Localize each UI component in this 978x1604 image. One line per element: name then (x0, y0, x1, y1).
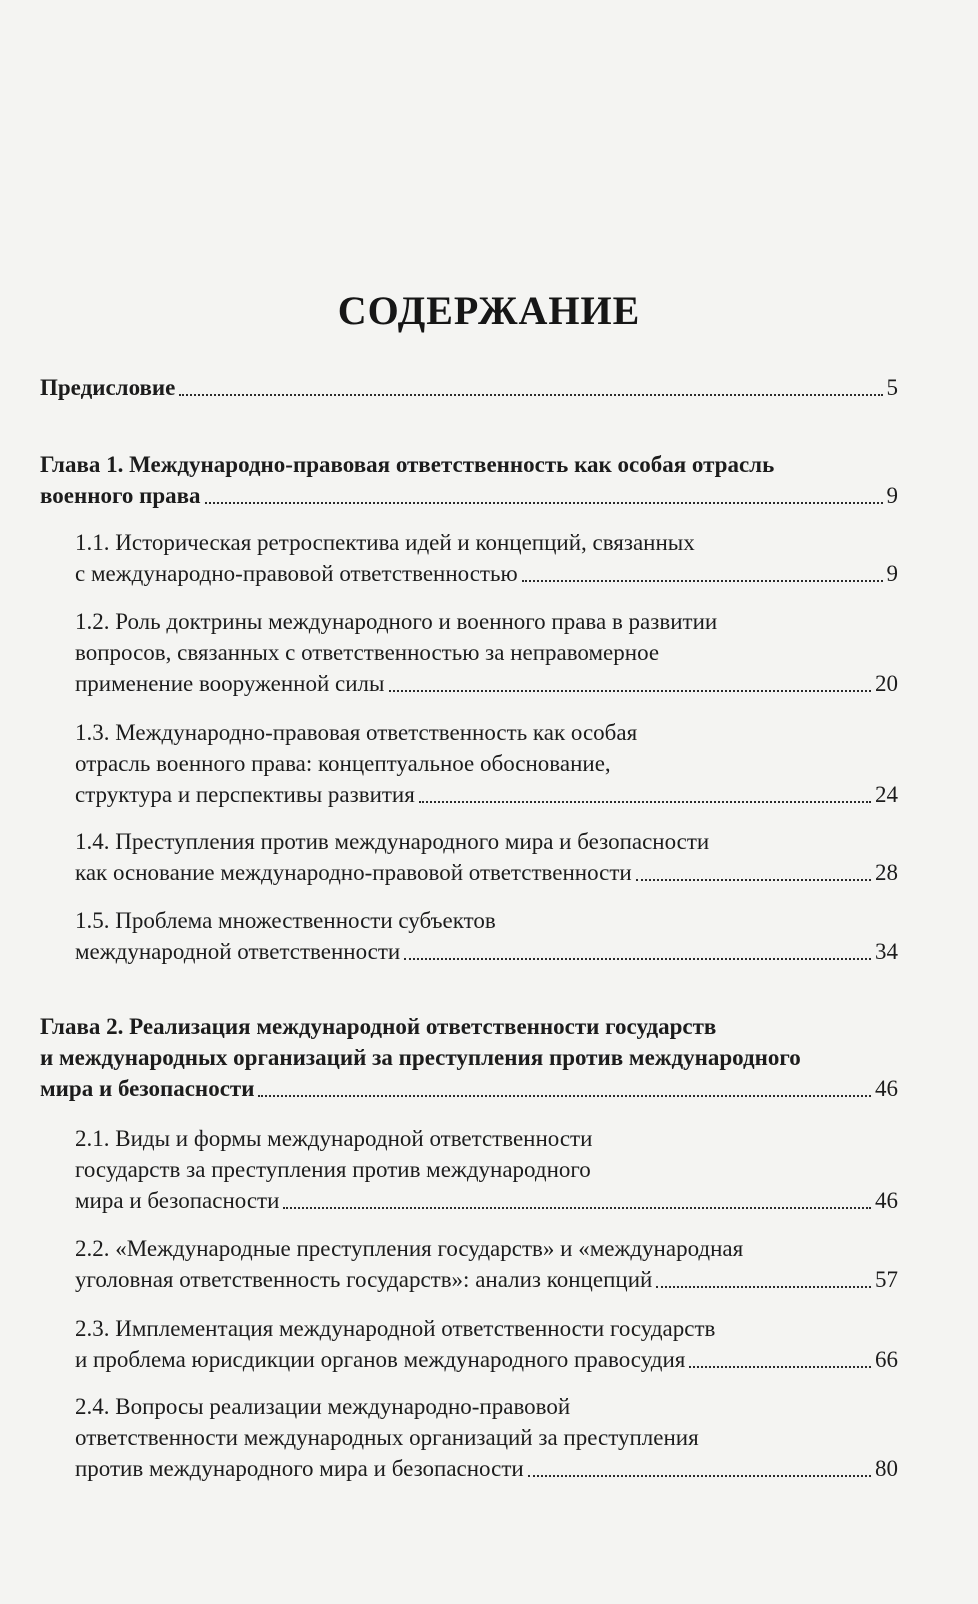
toc-section-entry (75, 826, 898, 888)
toc-entry-line (75, 1264, 898, 1295)
toc-entry-line (75, 936, 898, 967)
toc-entry-line (75, 905, 898, 936)
toc-entry-line (75, 857, 898, 888)
toc-entry-line (75, 1453, 898, 1484)
toc-chapter-entry (40, 1011, 898, 1104)
toc-entry-line (75, 527, 898, 558)
page-title: СОДЕРЖАНИЕ (337, 288, 641, 333)
toc-entry-text: Предисловие (40, 375, 176, 400)
toc-section-entry (75, 905, 898, 967)
dot-leader (528, 1474, 871, 1477)
toc-entry-line (75, 1185, 898, 1216)
dot-leader (389, 689, 872, 692)
toc-section-entry (75, 1391, 898, 1484)
toc-entry-text: с международно-правовой ответственностью (75, 561, 518, 586)
toc-entry-text: 2.1. Виды и формы международной ответственности (75, 1126, 593, 1151)
toc-entry-line (75, 558, 898, 589)
toc-entry-text: 1.3. Международно-правовая ответственность как особая (75, 720, 638, 745)
page-number: 57 (875, 1267, 898, 1292)
toc-entry-line (40, 1042, 898, 1073)
toc-entry-line (75, 748, 898, 779)
toc-entry-line (75, 606, 898, 637)
page-number: 34 (875, 939, 898, 964)
toc-entry-line (75, 1154, 898, 1185)
toc-section-entry (75, 527, 898, 589)
toc-entry-line (75, 1344, 898, 1375)
toc-entry-line (75, 1233, 898, 1264)
toc-section-entry (75, 1313, 898, 1375)
toc-entry-text: 2.4. Вопросы реализации международно-правовой (75, 1394, 571, 1419)
toc-entry-text: как основание международно-правовой ответственности (75, 860, 632, 885)
toc-section-entry (75, 1123, 898, 1216)
dot-leader (522, 579, 883, 582)
toc-entry-line (75, 1123, 898, 1154)
toc-entry-text: и международных организаций за преступления против международного (40, 1045, 801, 1070)
toc-entry-line (75, 826, 898, 857)
toc-entry-text: государств за преступления против международного (75, 1157, 591, 1182)
toc-entry-text: 1.1. Историческая ретроспектива идей и концепций, связанных (75, 530, 695, 555)
toc-entry-line (40, 372, 898, 403)
dot-leader (419, 800, 871, 803)
dot-leader (404, 957, 871, 960)
page-number: 46 (875, 1076, 898, 1101)
toc-entry-line (75, 779, 898, 810)
toc-entry-text: уголовная ответственность государств»: анализ концепций (75, 1267, 653, 1292)
toc-entry-text: отрасль военного права: концептуальное обоснование, (75, 751, 611, 776)
toc-entry-text: 1.4. Преступления против международного мира и безопасности (75, 829, 710, 854)
toc-entry-line (40, 480, 898, 511)
toc-entry-text: применение вооруженной силы (75, 671, 385, 696)
page-number: 66 (875, 1347, 898, 1372)
toc-entry-line (40, 449, 898, 480)
dot-leader (205, 501, 883, 504)
toc-entry-line (40, 1011, 898, 1042)
dot-leader (258, 1094, 871, 1097)
page-number: 9 (886, 483, 898, 508)
toc-entry-text: мира и безопасности (75, 1188, 280, 1213)
page-number: 80 (875, 1456, 898, 1481)
toc-chapter-entry (40, 449, 898, 511)
toc-entry-line (75, 637, 898, 668)
toc-entry-text: структура и перспективы развития (75, 782, 415, 807)
toc-entry-text: 1.5. Проблема множественности субъектов (75, 908, 496, 933)
dot-leader (656, 1285, 871, 1288)
toc-entry-text: 2.2. «Международные преступления государств» и «международная (75, 1236, 744, 1261)
toc-entry-line (75, 1422, 898, 1453)
dot-leader (689, 1365, 871, 1368)
toc-entry-line (75, 717, 898, 748)
page-number: 46 (875, 1188, 898, 1213)
toc-entry-text: военного права (40, 483, 201, 508)
toc-chapter-entry (40, 372, 898, 403)
dot-leader (283, 1206, 871, 1209)
toc-entry-text: мира и безопасности (40, 1076, 255, 1101)
toc-section-entry (75, 1233, 898, 1295)
toc-entry-text: против международного мира и безопасности (75, 1456, 524, 1481)
toc-entry-text: вопросов, связанных с ответственностью за неправомерное (75, 640, 660, 665)
toc-section-entry (75, 606, 898, 699)
toc-entry-line (40, 1073, 898, 1104)
toc-entry-text: и проблема юрисдикции органов международного правосудия (75, 1347, 686, 1372)
toc-entry-text: международной ответственности (75, 939, 401, 964)
dot-leader (179, 393, 882, 396)
page-number: 24 (875, 782, 898, 807)
page-number: 9 (886, 561, 898, 586)
toc-entry-text: 1.2. Роль доктрины международного и военного права в развитии (75, 609, 718, 634)
toc-entry-text: 2.3. Имплементация международной ответственности государств (75, 1316, 716, 1341)
page-number: 28 (875, 860, 898, 885)
toc-section-entry (75, 717, 898, 810)
toc-entry-line (75, 1391, 898, 1422)
toc-entry-line (75, 1313, 898, 1344)
toc-entry-text: ответственности международных организаций за преступления (75, 1425, 699, 1450)
dot-leader (636, 878, 871, 881)
toc-entry-line (75, 668, 898, 699)
toc-entry-text: Глава 1. Международно-правовая ответственность как особая отрасль (40, 452, 775, 477)
page-number: 5 (886, 375, 898, 400)
page-number: 20 (875, 671, 898, 696)
toc-entry-text: Глава 2. Реализация международной ответственности государств (40, 1014, 717, 1039)
